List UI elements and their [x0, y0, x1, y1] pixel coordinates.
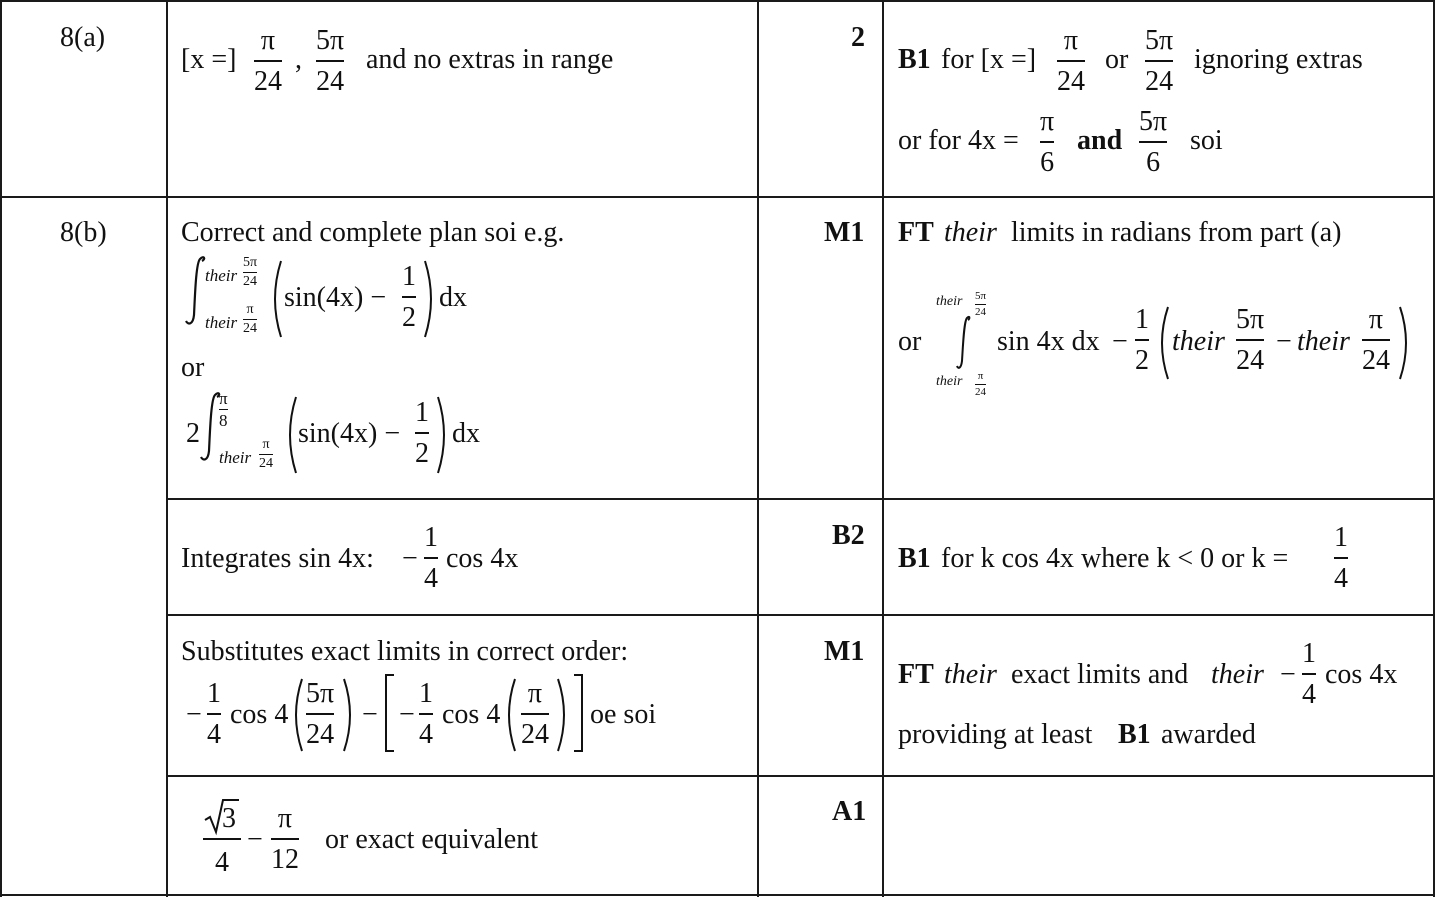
- numerator: 5π: [975, 290, 987, 302]
- guidance-sub-their-2: their: [1211, 659, 1264, 690]
- dx-1: dx: [439, 282, 467, 313]
- mark-8b-m1-plan: M1: [824, 217, 865, 248]
- guidance-sub-b1: B1: [1118, 719, 1151, 750]
- numerator: 1: [424, 522, 438, 553]
- fraction-half-2: [415, 399, 429, 468]
- numerator: π: [977, 370, 984, 382]
- row-divider-8a: [0, 196, 1435, 198]
- numerator: 1: [415, 397, 429, 428]
- denominator: 4: [207, 718, 221, 750]
- sub-cos-1: cos 4: [230, 699, 289, 730]
- guidance-fraction-5pi-24: [1236, 306, 1264, 375]
- guidance-sin-dx: sin 4x dx: [997, 326, 1100, 357]
- mark-8a: 2: [851, 22, 865, 53]
- final-fraction-pi-12: [271, 805, 299, 874]
- guidance-sub-awarded: awarded: [1161, 719, 1256, 750]
- denominator: 24: [1057, 65, 1085, 97]
- denominator: 24: [259, 456, 273, 471]
- guidance-sub-minus: −: [1280, 659, 1296, 690]
- sub-left-paren-1: [290, 677, 304, 753]
- lower-limit-pi-24-1: [243, 303, 257, 336]
- denominator: 8: [219, 411, 228, 430]
- sub-right-paren-2: [556, 677, 570, 753]
- denominator: 24: [306, 718, 335, 750]
- numerator: 1: [419, 678, 433, 709]
- upper-limit-their-1: their: [205, 266, 238, 285]
- guidance-fraction-pi-over-6: [1040, 108, 1054, 177]
- numerator: π: [527, 678, 543, 709]
- numerator: π: [1368, 304, 1384, 335]
- answer-8a-comma: ,: [295, 44, 302, 75]
- final-or-exact: or exact equivalent: [325, 824, 539, 855]
- answer-substitutes-title: Substitutes exact limits in correct order:: [181, 636, 629, 667]
- denominator: 4: [1334, 562, 1348, 594]
- guidance-right-paren: [1398, 305, 1412, 381]
- lower-limit-pi-24-2: [259, 438, 273, 471]
- left-paren-1: [269, 259, 283, 339]
- guidance-8a-for: for [x =]: [941, 44, 1037, 75]
- denominator: 6: [1040, 146, 1055, 178]
- denominator: 24: [975, 386, 986, 398]
- answer-plan-title: Correct and complete plan soi e.g.: [181, 217, 565, 248]
- guidance-plan-rest: limits in radians from part (a): [1011, 217, 1342, 248]
- row-divider-b2: [166, 614, 1435, 616]
- dx-2: dx: [452, 418, 480, 449]
- fraction-pi-over-24: [254, 27, 282, 96]
- upper-limit-pi-8: [219, 390, 228, 429]
- sub-minus-1: −: [186, 699, 202, 730]
- answer-plan-or: or: [181, 352, 205, 383]
- table-border-left: [0, 0, 2, 897]
- numerator: π: [277, 803, 293, 834]
- numerator: π: [246, 302, 254, 317]
- sub-minus-2: −: [362, 699, 378, 730]
- table-border-bottom: [0, 894, 1435, 896]
- guidance-8a-and: and: [1077, 125, 1123, 156]
- table-border-top: [0, 0, 1435, 2]
- guidance-left-paren: [1156, 305, 1170, 381]
- coefficient-2: 2: [186, 418, 200, 449]
- sub-left-paren-2: [503, 677, 517, 753]
- denominator: 24: [243, 274, 258, 289]
- column-divider-1: [166, 0, 168, 897]
- guidance-fraction-quarter: [1334, 524, 1348, 593]
- guidance-sub-fraction-quarter: [1302, 640, 1316, 709]
- fraction-5pi-over-24: [316, 27, 344, 96]
- sub-minus-3: −: [399, 699, 415, 730]
- final-fraction-bar: [203, 838, 241, 840]
- right-paren-1: [423, 259, 437, 339]
- guidance-fraction-pi-24: [1362, 306, 1390, 375]
- left-paren-2: [284, 395, 298, 475]
- guidance-minus-2: −: [1276, 326, 1292, 357]
- answer-8a-suffix: and no extras in range: [366, 44, 614, 75]
- guidance-integrates-rest: for k cos 4x where k < 0 or k =: [941, 543, 1289, 574]
- denominator: 6: [1146, 146, 1161, 178]
- numerator: 5π: [316, 25, 345, 56]
- integrand-2: sin(4x) −: [298, 418, 401, 449]
- fraction-quarter-1: [424, 524, 438, 593]
- guidance-8a-soi: soi: [1190, 125, 1223, 156]
- sub-fraction-quarter-2: [419, 680, 433, 749]
- guidance-sub-mid: exact limits and: [1011, 659, 1189, 690]
- integral-sign-1: [184, 255, 206, 327]
- integrates-minus: −: [402, 543, 418, 574]
- denominator: 12: [271, 843, 299, 875]
- denominator: 24: [1236, 344, 1265, 376]
- numerator: π: [260, 25, 276, 56]
- row-divider-b1: [166, 498, 1435, 500]
- mark-8b-a1: A1: [832, 796, 867, 827]
- answer-integrates: Integrates sin 4x:: [181, 543, 374, 574]
- column-divider-2: [757, 0, 759, 897]
- sub-fraction-pi-24: [521, 680, 549, 749]
- integral-sign-2: [199, 391, 221, 463]
- mark-8b-b2: B2: [832, 520, 865, 551]
- integrand-1: sin(4x) −: [284, 282, 387, 313]
- sub-cos-2: cos 4: [442, 699, 501, 730]
- numerator: 1: [402, 261, 416, 292]
- question-number-8b: 8(b): [60, 217, 107, 248]
- sub-right-bracket: [572, 673, 584, 753]
- guidance-their-lower: their: [1297, 326, 1350, 357]
- denominator: 2: [1135, 344, 1149, 376]
- guidance-sub-line2: providing at least: [898, 719, 1093, 750]
- numerator: 5π: [306, 678, 335, 709]
- lower-limit-their-2: their: [219, 448, 252, 467]
- numerator: 1: [1135, 304, 1149, 335]
- guidance-fraction-pi-over-24: [1057, 27, 1085, 96]
- guidance-upper-their: their: [936, 294, 963, 309]
- final-denominator-4: 4: [215, 847, 229, 878]
- sub-fraction-quarter-1: [207, 680, 221, 749]
- denominator: 24: [316, 65, 345, 97]
- guidance-plan-ft: FT: [898, 217, 934, 248]
- lower-limit-their-1: their: [205, 313, 238, 332]
- guidance-upper-5pi-24: [975, 291, 986, 318]
- numerator: π: [219, 389, 228, 408]
- guidance-lower-their: their: [936, 374, 963, 389]
- guidance-fraction-half: [1135, 306, 1149, 375]
- numerator: 1: [1334, 522, 1348, 553]
- guidance-integrates-b1: B1: [898, 543, 931, 574]
- denominator: 4: [419, 718, 433, 750]
- guidance-8a-or: or: [1105, 44, 1129, 75]
- guidance-sub-cos: cos 4x: [1325, 659, 1398, 690]
- sub-left-bracket: [384, 673, 396, 753]
- sub-oe-soi: oe soi: [590, 699, 657, 730]
- guidance-fraction-5pi-over-6: [1139, 108, 1167, 177]
- denominator: 4: [424, 562, 438, 594]
- denominator: 24: [521, 718, 549, 750]
- guidance-sub-their: their: [944, 659, 997, 690]
- question-number-8a: 8(a): [60, 22, 106, 53]
- denominator: 4: [1302, 678, 1316, 710]
- final-minus: −: [247, 824, 263, 855]
- guidance-sub-ft: FT: [898, 659, 934, 690]
- guidance-plan-or: or: [898, 326, 922, 357]
- denominator: 2: [402, 301, 416, 333]
- guidance-fraction-5pi-over-24: [1145, 27, 1173, 96]
- upper-limit-5pi-24-1: [243, 256, 257, 289]
- answer-8a-prefix: [x =]: [181, 44, 237, 75]
- guidance-8a-or-for: or for 4x =: [898, 125, 1019, 156]
- numerator: 5π: [1139, 106, 1168, 137]
- mark-8b-m1-substitute: M1: [824, 636, 865, 667]
- numerator: 5π: [243, 255, 258, 270]
- fraction-half-1: [402, 263, 416, 332]
- denominator: 24: [975, 306, 987, 318]
- guidance-their-upper: their: [1172, 326, 1225, 357]
- guidance-lower-pi-24: [975, 371, 986, 398]
- denominator: 24: [243, 321, 257, 336]
- numerator: 5π: [1236, 304, 1265, 335]
- numerator: 1: [207, 678, 221, 709]
- denominator: 24: [1145, 65, 1174, 97]
- guidance-plan-their: their: [944, 217, 997, 248]
- guidance-integral-sign: [956, 315, 970, 371]
- sub-fraction-5pi-24: [306, 680, 334, 749]
- numerator: π: [262, 437, 270, 452]
- right-paren-2: [436, 395, 450, 475]
- denominator: 24: [1362, 344, 1390, 376]
- numerator: π: [1040, 106, 1055, 137]
- column-divider-3: [882, 0, 884, 897]
- guidance-minus: −: [1112, 326, 1128, 357]
- sqrt-argument: 3: [222, 803, 236, 834]
- numerator: π: [1063, 25, 1079, 56]
- sub-right-paren-1: [342, 677, 356, 753]
- numerator: 1: [1302, 638, 1316, 669]
- numerator: 5π: [1145, 25, 1174, 56]
- denominator: 24: [254, 65, 282, 97]
- guidance-8a-b1: B1: [898, 44, 931, 75]
- guidance-8a-ignoring: ignoring extras: [1194, 44, 1363, 75]
- denominator: 2: [415, 437, 429, 469]
- row-divider-b3: [166, 775, 1435, 777]
- integrates-cos: cos 4x: [446, 543, 519, 574]
